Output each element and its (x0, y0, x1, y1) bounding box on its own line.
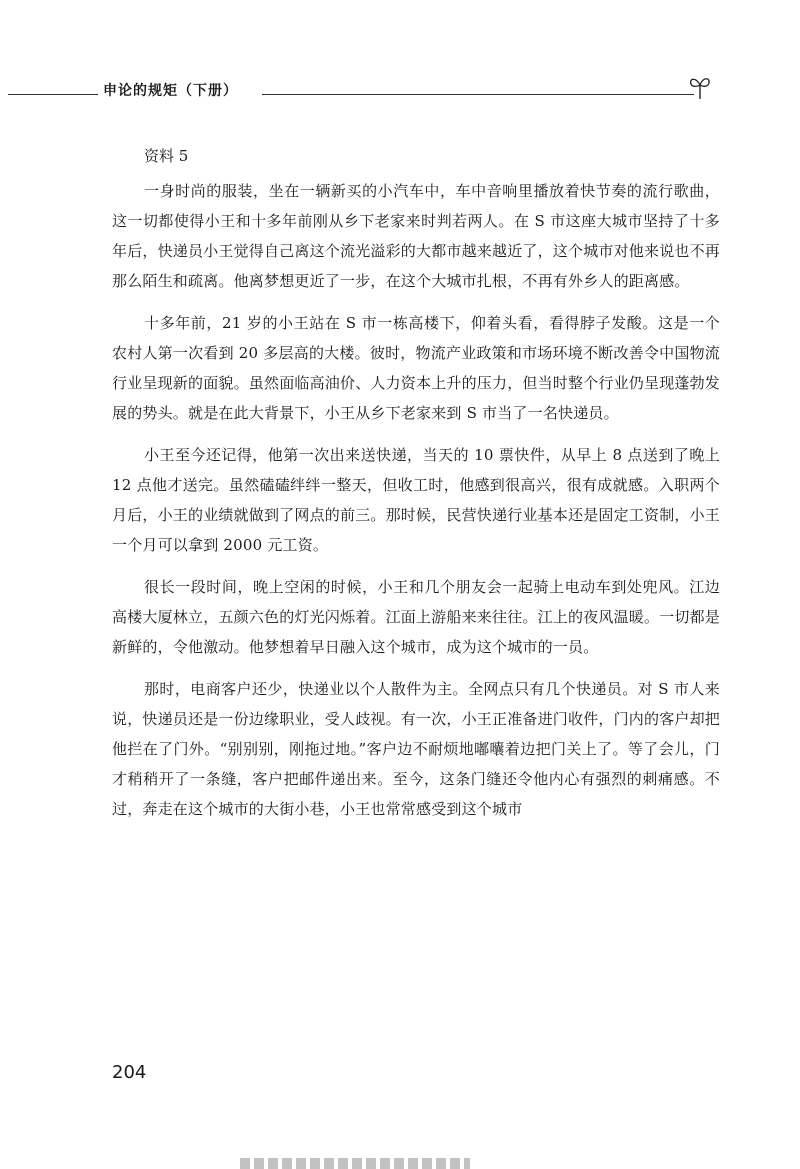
section-title: 资料 5 (144, 147, 189, 165)
paragraph-3: 小王至今还记得，他第一次出来送快递，当天的 10 票快件，从早上 8 点送到了晚上 12 点他才送完。虽然磕磕绊绊一整天，但收工时，他感到很高兴，很有成就感。入职两个月后，小王的业绩就做到了网点的前三。那时候，民营快递行业基本还是固定工资制，小王一个月可以拿到 2000 元工资。 (112, 446, 721, 554)
page-number: 204 (112, 1062, 147, 1083)
paragraph-1: 一身时尚的服装，坐在一辆新买的小汽车中，车中音响里播放着快节奏的流行歌曲，这一切都使得小王和十多年前刚从乡下老家来时判若两人。在 S 市这座大城市坚持了十多年后，快递员小王觉得自己离这个流光溢彩的大都市越来越近了，这个城市对他来说也不再那么陌生和疏离。他离梦想更近了一步，在这个大城市扎根，不再有外乡人的距离感。 (112, 182, 721, 290)
header-title: 申论的规矩（下册） (103, 83, 238, 99)
header-rule-left (8, 94, 98, 95)
paragraph-2: 十多年前，21 岁的小王站在 S 市一栋高楼下，仰着头看，看得脖子发酸。这是一个农村人第一次看到 20 多层高的大楼。彼时，物流产业政策和市场环境不断改善令中国物流行业呈现新的面貌。虽然面临高油价、人力资本上升的压力，但当时整个行业仍呈现蓬勃发展的势头。就是在此大背景下，小王从乡下老家来到 S 市当了一名快递员。 (112, 314, 721, 422)
sprout-icon (688, 74, 712, 100)
running-header (0, 74, 800, 108)
header-rule-right (262, 94, 694, 95)
paragraph-4: 很长一段时间，晚上空闲的时候，小王和几个朋友会一起骑上电动车到处兜风。江边高楼大厦林立，五颜六色的灯光闪烁着。江面上游船来来往往。江上的夜风温暖。一切都是新鲜的，令他激动。他梦想着早日融入这个城市，成为这个城市的一员。 (112, 578, 721, 656)
footer-scan-artifact (240, 1158, 470, 1169)
document-body (112, 136, 720, 824)
paragraph-5: 那时，电商客户还少，快递业以个人散件为主。全网点只有几个快递员。对 S 市人来说，快递员还是一份边缘职业，受人歧视。有一次，小王正准备进门收件，门内的客户却把他拦在了门外。“别别别，刚拖过地。”客户边不耐烦地嘟囔着边把门关上了。等了会儿，门才稍稍开了一条缝，客户把邮件递出来。至今，这条门缝还令他内心有强烈的刺痛感。不过，奔走在这个城市的大街小巷，小王也常常感受到这个城市 (112, 680, 721, 818)
